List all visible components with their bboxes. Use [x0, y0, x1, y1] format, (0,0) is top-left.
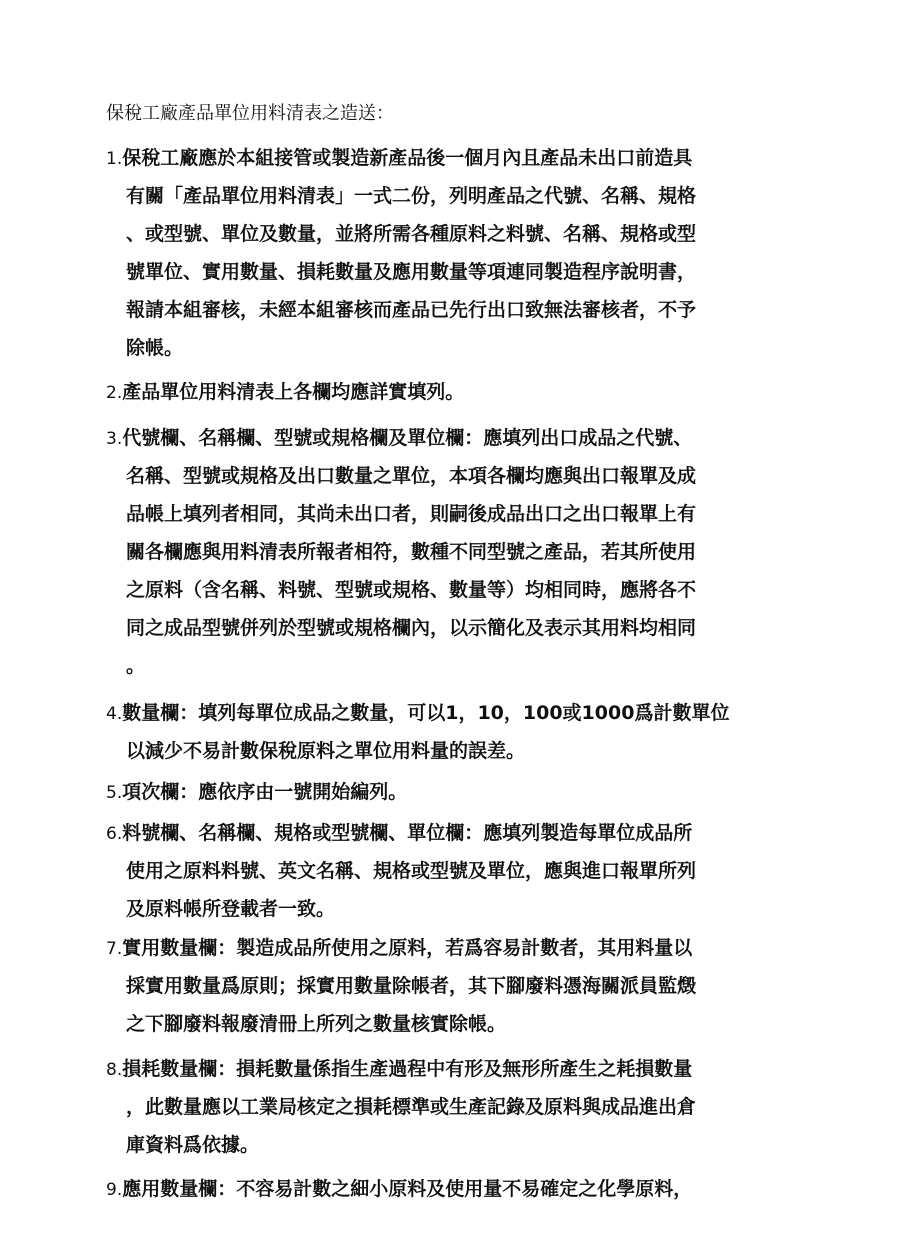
list-item-line: ，此數量應以工業局核定之損耗標準或生產記錄及原料與成品進出倉: [126, 1096, 697, 1118]
item-number: 8.: [106, 1060, 123, 1080]
item-number: 2.: [106, 383, 123, 403]
list-item-line: 7.實用數量欄：製造成品所使用之原料，若爲容易計數者，其用料量以: [106, 937, 693, 959]
list-item-line: 及原料帳所登載者一致。: [126, 898, 336, 920]
list-item: [106, 1050, 826, 1164]
list-item-line: 除帳。: [126, 337, 184, 359]
list-item-line: 5.項次欄：應依序由一號開始編列。: [106, 781, 408, 803]
list-item-line: 6.料號欄、名稱欄、規格或型號欄、單位欄：應填列製造每單位成品所: [106, 822, 693, 844]
list-item-line: 關各欄應與用料清表所報者相符，數種不同型號之產品，若其所使用: [126, 541, 697, 563]
item-number: 7.: [106, 939, 123, 959]
list-item-line: 之下腳廢料報廢清冊上所列之數量核實除帳。: [126, 1013, 507, 1035]
list-item: [106, 773, 826, 811]
list-item-line: 3.代號欄、名稱欄、型號或規格欄及單位欄：應填列出口成品之代號、: [106, 427, 693, 449]
item-number: 1.: [106, 149, 123, 169]
list-item: [106, 694, 826, 770]
list-item: [106, 373, 826, 411]
list-item-line: 以減少不易計數保稅原料之單位用料量的誤差。: [126, 740, 526, 762]
item-number: 4.: [106, 704, 123, 724]
list-item-line: 號單位、實用數量、損耗數量及應用數量等項連同製造程序說明書，: [126, 261, 697, 283]
list-item-line: 報請本組審核，未經本組審核而產品已先行出口致無法審核者，不予: [126, 299, 697, 321]
item-number: 5.: [106, 783, 123, 803]
item-number: 6.: [106, 824, 123, 844]
list-item-line: 2.產品單位用料清表上各欄均應詳實填列。: [106, 381, 465, 403]
list-item-line: 之原料（含名稱、料號、型號或規格、數量等）均相同時，應將各不: [126, 579, 697, 601]
list-item-line: 。: [126, 655, 146, 677]
list-item: [106, 1170, 826, 1208]
list-item: [106, 814, 826, 928]
list-item-line: 採實用數量爲原則；採實用數量除帳者，其下腳廢料憑海關派員監燬: [126, 975, 697, 997]
list-item: [106, 419, 826, 685]
list-item: [106, 139, 826, 367]
list-item-line: 1.保稅工廠應於本組接管或製造新產品後一個月內且產品未出口前造具: [106, 147, 693, 169]
list-item-line: 有關「產品單位用料清表」一式二份，列明產品之代號、名稱、規格: [126, 185, 697, 207]
list-item-line: 4.數量欄：填列每單位成品之數量，可以1，10，100或1000爲計數單位: [106, 702, 730, 724]
list-item-line: 、或型號、單位及數量，並將所需各種原料之料號、名稱、規格或型: [126, 223, 697, 245]
list-item-line: 品帳上填列者相同，其尚未出口者，則嗣後成品出口之出口報單上有: [126, 503, 697, 525]
list-item-line: 同之成品型號併列於型號或規格欄內，以示簡化及表示其用料均相同: [126, 617, 697, 639]
list-item: [106, 929, 826, 1043]
item-number: 3.: [106, 429, 123, 449]
item-number: 9.: [106, 1180, 123, 1200]
list-item-line: 8.損耗數量欄：損耗數量係指生產過程中有形及無形所產生之耗損數量: [106, 1058, 693, 1080]
list-item-line: 庫資料爲依據。: [126, 1134, 260, 1156]
list-item-line: 名稱、型號或規格及出口數量之單位，本項各欄均應與出口報單及成: [126, 465, 697, 487]
list-item-line: 9.應用數量欄：不容易計數之細小原料及使用量不易確定之化學原料，: [106, 1178, 693, 1200]
list-item-line: 使用之原料料號、英文名稱、規格或型號及單位，應與進口報單所列: [126, 860, 697, 882]
document-title: 保稅工廠產品單位用料清表之造送：: [106, 103, 394, 124]
